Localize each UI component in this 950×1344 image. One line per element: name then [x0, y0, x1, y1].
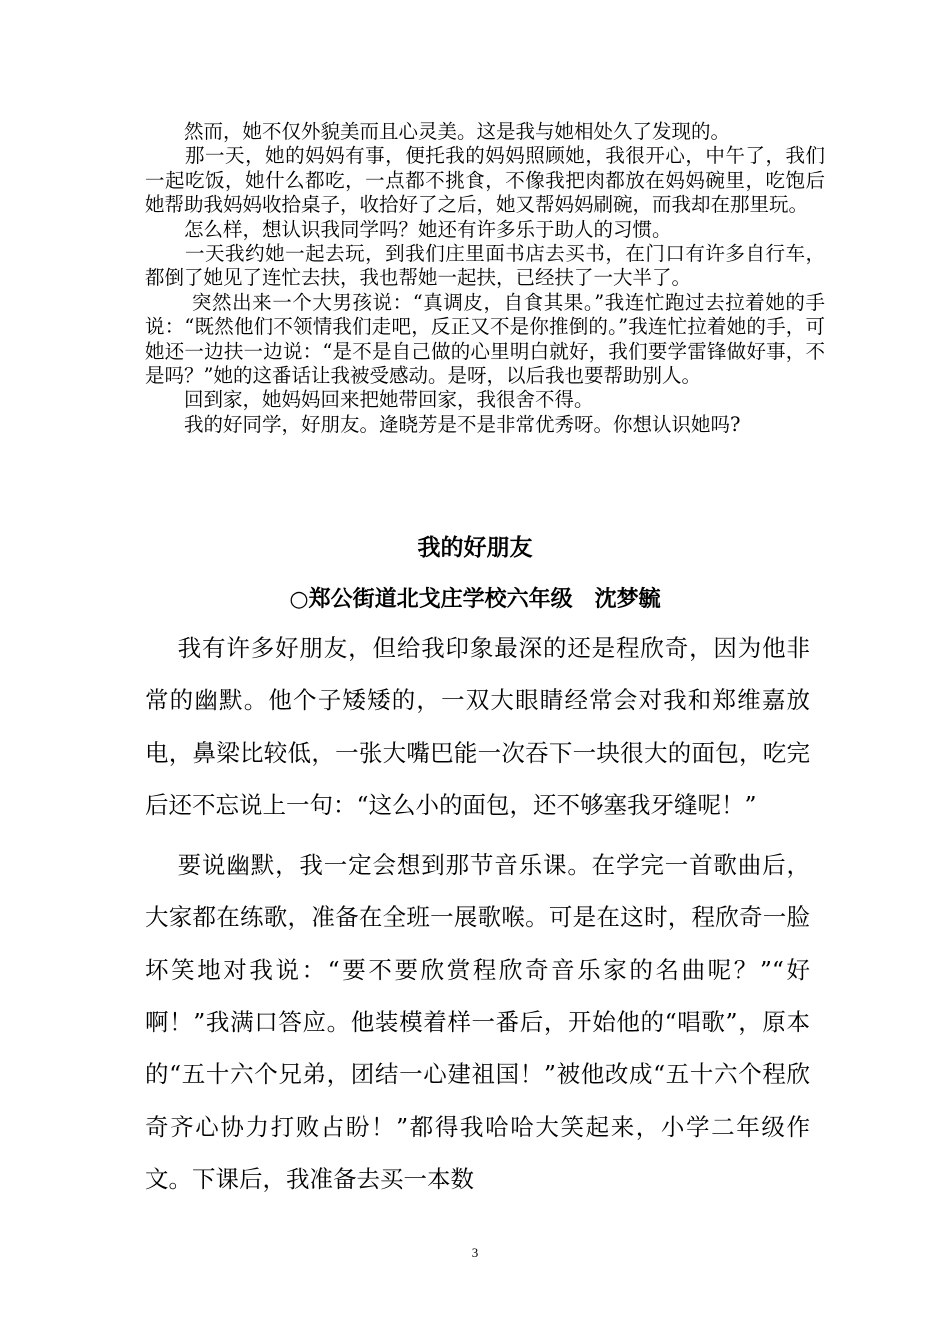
previous-essay-section	[145, 120, 825, 437]
paragraph: 怎么样，想认识我同学吗？她还有许多乐于助人的习惯。	[145, 217, 672, 241]
paragraph: 然而，她不仅外貌美而且心灵美。这是我与她相处久了发现的。	[145, 120, 731, 143]
paragraph: 我的好同学，好朋友。逄晓芳是不是非常优秀呀。你想认识她吗?	[145, 412, 741, 436]
paragraph: 要说幽默，我一定会想到那节音乐课。在学完一首歌曲后，大家都在练歌，准备在全班一展歌喉。可是在这时，程欣奇一脸坏笑地对我说：“要不要欣赏程欣奇音乐家的名曲呢？”“好啊！”我满口答应。他装模着样一番后，开始他的“唱歌”，原本的“五十六个兄弟，团结一心建祖国！”被他改成“五十六个程欣奇齐心协力打败占盼！”都得我哈哈大笑起来，小学二年级作文。下课后，我准备去买一本数	[145, 851, 810, 1193]
paragraph: 回到家，她妈妈回来把她带回家，我很舍不得。	[145, 388, 594, 412]
essay-author: ○郑公街道北戈庄学校六年级 沈梦毓	[289, 587, 661, 612]
essay-body	[145, 622, 810, 1205]
essay-title: 我的好朋友	[417, 535, 533, 561]
paragraph: 突然出来一个大男孩说：“真调皮，自食其果。”我连忙跑过去拉着她的手说：“既然他们不领情我们走吧，反正又不是你推倒的。”我连忙拉着她的手，可她还一边扶一边说：“是不是自己做的心里明白就好，我们要学雷锋做好事，不是吗？”她的这番话让我被受感动。是呀，以后我也要帮助别人。	[145, 290, 825, 388]
paragraph: 那一天，她的妈妈有事，便托我的妈妈照顾她，我很开心，中午了，我们一起吃饭，她什么都吃，一点都不挑食，不像我把肉都放在妈妈碗里，吃饱后她帮助我妈妈收拾桌子，收拾好了之后，她又帮妈妈刷碗，而我却在那里玩。	[145, 144, 825, 217]
paragraph: 一天我约她一起去玩，到我们庄里面书店去买书，在门口有许多自行车，都倒了她见了连忙去扶，我也帮她一起扶，已经扶了一大半了。	[145, 242, 825, 290]
paragraph: 我有许多好朋友，但给我印象最深的还是程欣奇，因为他非常的幽默。他个子矮矮的，一双大眼睛经常会对我和郑维嘉放电，鼻梁比较低，一张大嘴巴能一次吞下一块很大的面包，吃完后还不忘说上一句：“这么小的面包，还不够塞我牙缝呢！”	[145, 634, 810, 819]
page-number: 3	[471, 1245, 479, 1260]
